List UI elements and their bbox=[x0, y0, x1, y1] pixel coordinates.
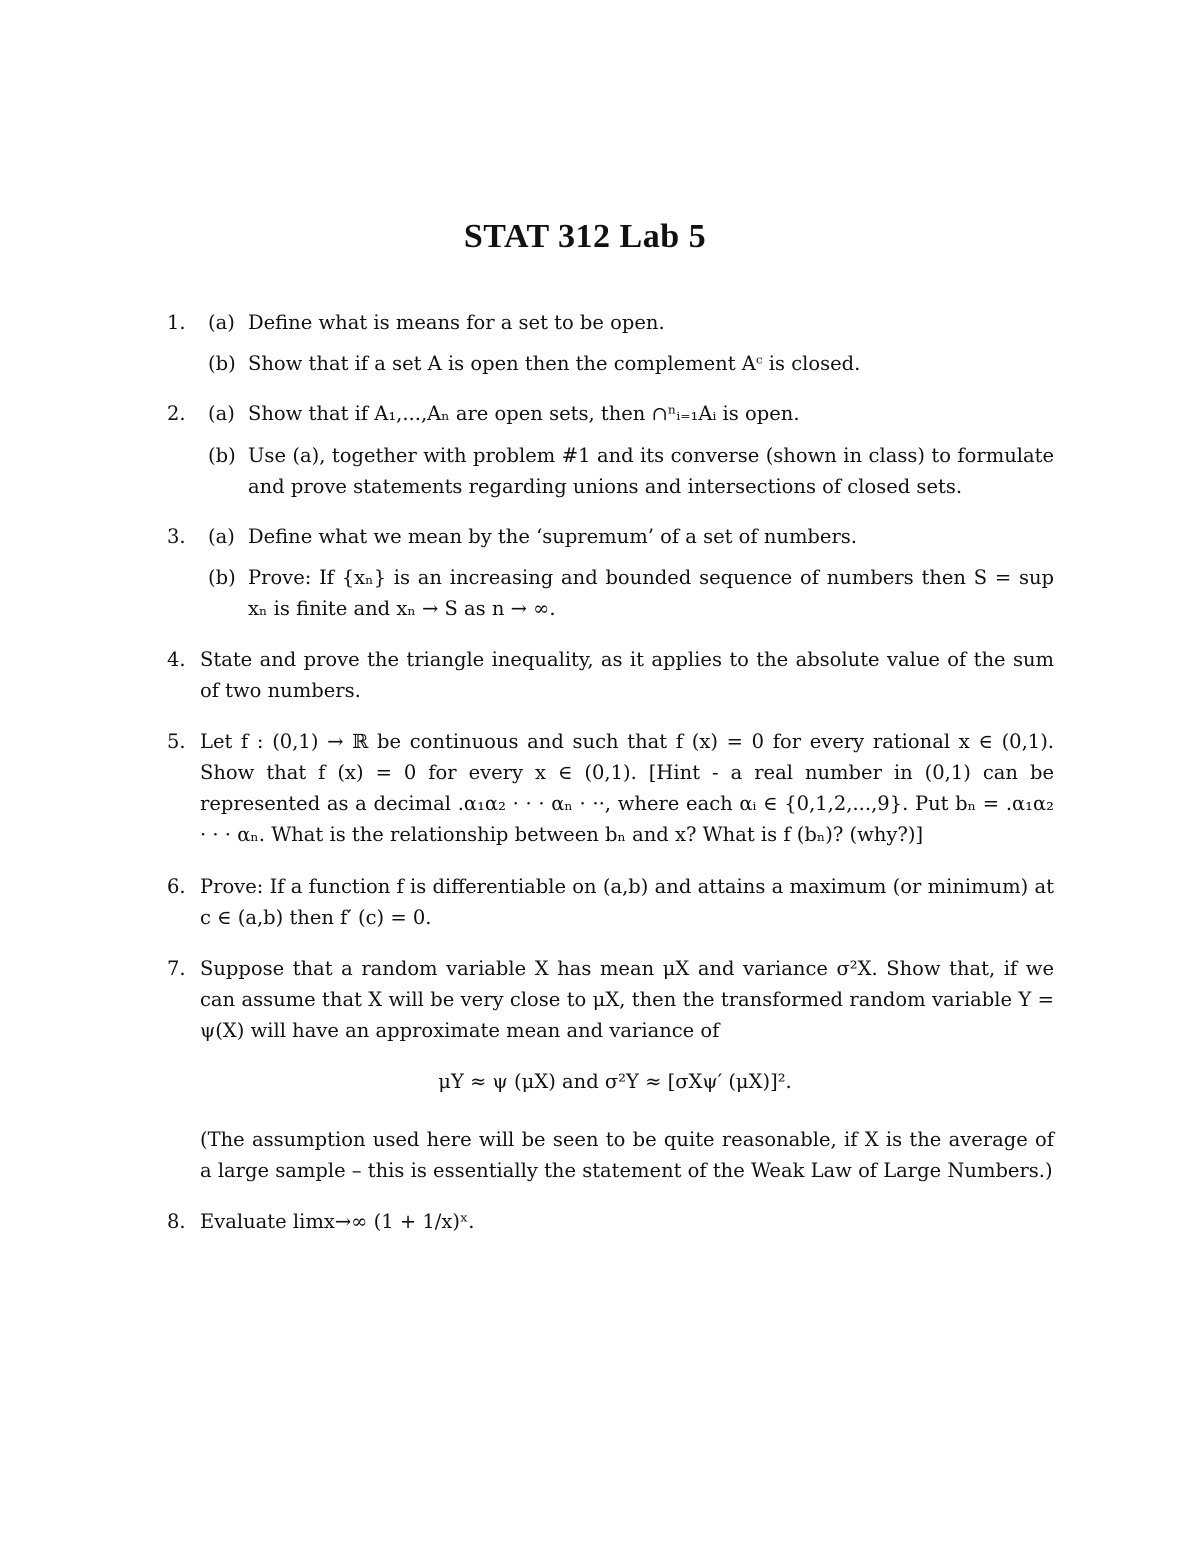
problem-number: 2. bbox=[167, 402, 186, 425]
part-label: (b) bbox=[208, 566, 236, 589]
page-title: STAT 312 Lab 5 bbox=[463, 218, 707, 255]
problem-number: 3. bbox=[167, 525, 186, 548]
problem-number: 1. bbox=[167, 311, 186, 334]
problem-number: 6. bbox=[167, 875, 186, 898]
problem-3b-text: Prove: If {xₙ} is an increasing and bounded sequence of numbers then S = sup xₙ is finite and xₙ → S as n → ∞. bbox=[248, 566, 1054, 620]
part-label: (a) bbox=[208, 402, 235, 425]
problem-1a-text: Define what is means for a set to be open. bbox=[248, 311, 665, 334]
display-equation: μY ≈ ψ (μX) and σ²Y ≈ [σXψ′ (μX)]². bbox=[438, 1070, 792, 1093]
problem-number: 7. bbox=[167, 957, 186, 980]
problem-number: 5. bbox=[167, 730, 186, 753]
part-label: (a) bbox=[208, 311, 235, 334]
problem-2a-text: Show that if A₁,...,Aₙ are open sets, then ∩ⁿᵢ₌₁Aᵢ is open. bbox=[248, 402, 800, 425]
problem-1b-text: Show that if a set A is open then the complement Aᶜ is closed. bbox=[248, 352, 861, 375]
problem-4-text: State and prove the triangle inequality, as it applies to the absolute value of the sum of two numbers. bbox=[200, 648, 1054, 702]
problem-6-text: Prove: If a function f is differentiable on (a,b) and attains a maximum (or minimum) at c ∈ (a,b) then f′ (c) = 0. bbox=[200, 875, 1054, 929]
problem-5-text: Let f : (0,1) → ℝ be continuous and such that f (x) = 0 for every rational x ∈ (0,1). Show that f (x) = 0 for every x ∈ (0,1). [Hint - a real number in (0,1) can be represented as a decimal .α₁α₂ · · · αₙ · ··, where each αᵢ ∈ {0,1,2,...,9}. Put bₙ = .α₁α₂ · · · αₙ. What is the relationship between bₙ and x? What is f (bₙ)? (why?)] bbox=[200, 730, 1054, 846]
problem-3a-text: Define what we mean by the ‘supremum’ of a set of numbers. bbox=[248, 525, 857, 548]
problem-7-text: Suppose that a random variable X has mean μX and variance σ²X. Show that, if we can assume that X will be very close to μX, then the transformed random variable Y = ψ(X) will have an approximate mean and variance of bbox=[200, 957, 1054, 1042]
problem-8-text: Evaluate limx→∞ (1 + 1/x)ˣ. bbox=[200, 1210, 475, 1233]
part-label: (a) bbox=[208, 525, 235, 548]
problem-number: 8. bbox=[167, 1210, 186, 1233]
problem-number: 4. bbox=[167, 648, 186, 671]
problem-7-note-text: (The assumption used here will be seen to be quite reasonable, if X is the average of a large sample – this is essentially the statement of the Weak Law of Large Numbers.) bbox=[200, 1128, 1054, 1182]
part-label: (b) bbox=[208, 444, 236, 467]
problem-2b-text: Use (a), together with problem #1 and its converse (shown in class) to formulate and prove statements regarding unions and intersections of closed sets. bbox=[248, 444, 1054, 498]
part-label: (b) bbox=[208, 352, 236, 375]
